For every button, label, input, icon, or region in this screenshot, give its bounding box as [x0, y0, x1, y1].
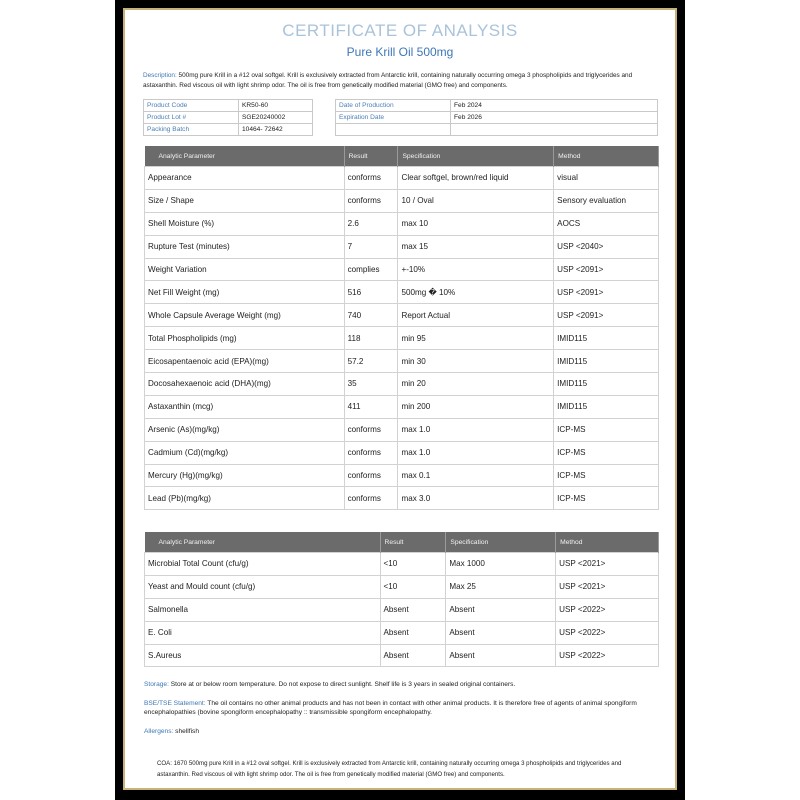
- table-cell: max 1.0: [398, 441, 554, 464]
- table-cell: 500mg � 10%: [398, 281, 554, 304]
- table-cell: ICP-MS: [554, 418, 659, 441]
- table-cell: min 200: [398, 395, 554, 418]
- info-label: Expiration Date: [336, 112, 451, 124]
- table-header-row: [145, 532, 659, 553]
- microbial-table: [144, 532, 659, 667]
- column-header: Analytic Parameter: [145, 146, 345, 167]
- table-row: [145, 598, 659, 621]
- column-header: Analytic Parameter: [145, 532, 381, 553]
- table-cell: Eicosapentaenoic acid (EPA)(mg): [145, 350, 345, 373]
- table-cell: Mercury (Hg)(mg/kg): [145, 464, 345, 487]
- table-cell: Microbial Total Count (cfu/g): [145, 553, 381, 576]
- table-cell: 35: [344, 373, 398, 396]
- table-cell: 2.6: [344, 212, 398, 235]
- description-label: Description:: [143, 72, 177, 79]
- table-cell: +-10%: [398, 258, 554, 281]
- table-row: [145, 350, 659, 373]
- footer-line-2: astaxanthin. Red viscous oil with light shrimp odor. The oil is free from genetically modified material (GMO free) and components.: [157, 771, 505, 778]
- allergens-note: [144, 727, 659, 736]
- column-header: Result: [380, 532, 446, 553]
- info-value: [451, 124, 658, 136]
- table-cell: Absent: [446, 621, 556, 644]
- info-value: KR50-60: [239, 100, 313, 112]
- coa-footer: [157, 758, 662, 780]
- table-cell: Absent: [446, 644, 556, 667]
- product-info-right: [335, 99, 658, 136]
- table-row: [145, 644, 659, 667]
- table-cell: max 1.0: [398, 418, 554, 441]
- table-cell: E. Coli: [145, 621, 381, 644]
- column-header: Specification: [446, 532, 556, 553]
- allergens-label: Allergens:: [144, 728, 174, 735]
- bse-label: BSE/TSE Statement:: [144, 700, 206, 707]
- info-label: Product Lot #: [144, 112, 239, 124]
- table-row: [145, 304, 659, 327]
- table-cell: Absent: [380, 621, 446, 644]
- table-cell: Size / Shape: [145, 189, 345, 212]
- table-cell: Docosahexaenoic acid (DHA)(mg): [145, 373, 345, 396]
- table-cell: IMID115: [554, 373, 659, 396]
- table-cell: conforms: [344, 167, 398, 190]
- info-row: [336, 112, 658, 124]
- table-cell: Astaxanthin (mcg): [145, 395, 345, 418]
- info-label: Product Code: [144, 100, 239, 112]
- table-cell: USP <2040>: [554, 235, 659, 258]
- info-value: SGE20240002: [239, 112, 313, 124]
- info-label: [336, 124, 451, 136]
- column-header: Specification: [398, 146, 554, 167]
- table-row: [145, 418, 659, 441]
- table-cell: conforms: [344, 441, 398, 464]
- table-cell: Report Actual: [398, 304, 554, 327]
- info-value: 10464- 72642: [239, 124, 313, 136]
- table-cell: max 3.0: [398, 487, 554, 510]
- table-cell: Sensory evaluation: [554, 189, 659, 212]
- table-cell: Absent: [446, 598, 556, 621]
- table-row: [145, 373, 659, 396]
- column-header: Method: [556, 532, 659, 553]
- table-cell: Yeast and Mould count (cfu/g): [145, 575, 381, 598]
- info-row: [336, 100, 658, 112]
- table-cell: Total Phospholipids (mg): [145, 327, 345, 350]
- footer-line-1: COA: 1670 500mg pure Krill in a #12 oval softgel. Krill is exclusively extracted from Antarctic krill, containing naturally occurring omega 3 phospholipids and triglycerides and: [157, 760, 622, 767]
- table-cell: IMID115: [554, 350, 659, 373]
- table-cell: 118: [344, 327, 398, 350]
- table-cell: USP <2022>: [556, 621, 659, 644]
- table-cell: USP <2021>: [556, 575, 659, 598]
- table-cell: AOCS: [554, 212, 659, 235]
- table-cell: min 20: [398, 373, 554, 396]
- info-row: [144, 124, 313, 136]
- table-cell: min 30: [398, 350, 554, 373]
- table-cell: 516: [344, 281, 398, 304]
- table-cell: conforms: [344, 464, 398, 487]
- table-row: [145, 189, 659, 212]
- table-cell: Whole Capsule Average Weight (mg): [145, 304, 345, 327]
- storage-note: [144, 680, 659, 689]
- table-row: [145, 281, 659, 304]
- bse-text: The oil contains no other animal products and has not been in contact with other animal products. It is therefore free of agents of animal spongiform encephalopathies (bovine spongiform encephalopathy :: transmissible spongiform encephalopathy.: [144, 700, 637, 716]
- certificate-title: CERTIFICATE OF ANALYSIS: [282, 21, 518, 40]
- table-cell: Rupture Test (minutes): [145, 235, 345, 258]
- description: [143, 71, 658, 90]
- table-row: [145, 487, 659, 510]
- storage-label: Storage:: [144, 681, 169, 688]
- table-cell: ICP-MS: [554, 441, 659, 464]
- table-cell: max 10: [398, 212, 554, 235]
- table-cell: ICP-MS: [554, 464, 659, 487]
- table-cell: <10: [380, 575, 446, 598]
- table-cell: Net Fill Weight (mg): [145, 281, 345, 304]
- table-cell: USP <2091>: [554, 281, 659, 304]
- table-cell: S.Aureus: [145, 644, 381, 667]
- table-cell: conforms: [344, 189, 398, 212]
- table-cell: <10: [380, 553, 446, 576]
- column-header: Method: [554, 146, 659, 167]
- table-cell: USP <2091>: [554, 258, 659, 281]
- table-cell: conforms: [344, 487, 398, 510]
- storage-text: Store at or below room temperature. Do not expose to direct sunlight. Shelf life is 3 years in sealed original containers.: [170, 681, 516, 688]
- allergens-text: shellfish: [175, 728, 199, 735]
- table-row: [145, 441, 659, 464]
- table-row: [145, 212, 659, 235]
- certificate-page: [127, 12, 673, 786]
- table-cell: 10 / Oval: [398, 189, 554, 212]
- table-cell: Salmonella: [145, 598, 381, 621]
- product-subtitle: Pure Krill Oil 500mg: [346, 45, 454, 59]
- table-cell: 57.2: [344, 350, 398, 373]
- table-cell: USP <2021>: [556, 553, 659, 576]
- product-info-left: [143, 99, 313, 136]
- table-cell: Appearance: [145, 167, 345, 190]
- table-row: [145, 553, 659, 576]
- table-cell: IMID115: [554, 327, 659, 350]
- table-cell: max 0.1: [398, 464, 554, 487]
- info-label: Date of Production: [336, 100, 451, 112]
- table-cell: conforms: [344, 418, 398, 441]
- table-cell: ICP-MS: [554, 487, 659, 510]
- table-cell: Absent: [380, 598, 446, 621]
- table-row: [145, 235, 659, 258]
- table-cell: Lead (Pb)(mg/kg): [145, 487, 345, 510]
- table-cell: Clear softgel, brown/red liquid: [398, 167, 554, 190]
- table-cell: USP <2091>: [554, 304, 659, 327]
- table-cell: USP <2022>: [556, 644, 659, 667]
- table-cell: Cadmium (Cd)(mg/kg): [145, 441, 345, 464]
- table-row: [145, 621, 659, 644]
- table-row: [145, 167, 659, 190]
- table-row: [145, 464, 659, 487]
- table-cell: complies: [344, 258, 398, 281]
- table-cell: Absent: [380, 644, 446, 667]
- table-row: [145, 258, 659, 281]
- table-cell: Arsenic (As)(mg/kg): [145, 418, 345, 441]
- table-cell: 7: [344, 235, 398, 258]
- table-cell: USP <2022>: [556, 598, 659, 621]
- bse-statement: [144, 699, 659, 717]
- table-cell: IMID115: [554, 395, 659, 418]
- info-value: Feb 2026: [451, 112, 658, 124]
- table-row: [145, 395, 659, 418]
- table-cell: visual: [554, 167, 659, 190]
- column-header: Result: [344, 146, 398, 167]
- info-row: [144, 112, 313, 124]
- table-cell: 411: [344, 395, 398, 418]
- table-cell: Weight Variation: [145, 258, 345, 281]
- table-cell: Shell Moisture (%): [145, 212, 345, 235]
- table-row: [145, 575, 659, 598]
- info-row: [336, 124, 658, 136]
- table-cell: min 95: [398, 327, 554, 350]
- table-row: [145, 327, 659, 350]
- description-text: 500mg pure Krill in a #12 oval softgel. Krill is exclusively extracted from Antarctic krill, containing naturally occurring omega 3 phospholipids and triglycerides and astaxanthin. Red viscous oil with light shrimp odor. The oil is free from genetically modified material (GMO free) and components.: [143, 72, 633, 89]
- info-row: [144, 100, 313, 112]
- analysis-table: [144, 146, 659, 510]
- table-header-row: [145, 146, 659, 167]
- table-cell: Max 25: [446, 575, 556, 598]
- info-value: Feb 2024: [451, 100, 658, 112]
- table-cell: max 15: [398, 235, 554, 258]
- table-cell: 740: [344, 304, 398, 327]
- table-cell: Max 1000: [446, 553, 556, 576]
- info-label: Packing Batch: [144, 124, 239, 136]
